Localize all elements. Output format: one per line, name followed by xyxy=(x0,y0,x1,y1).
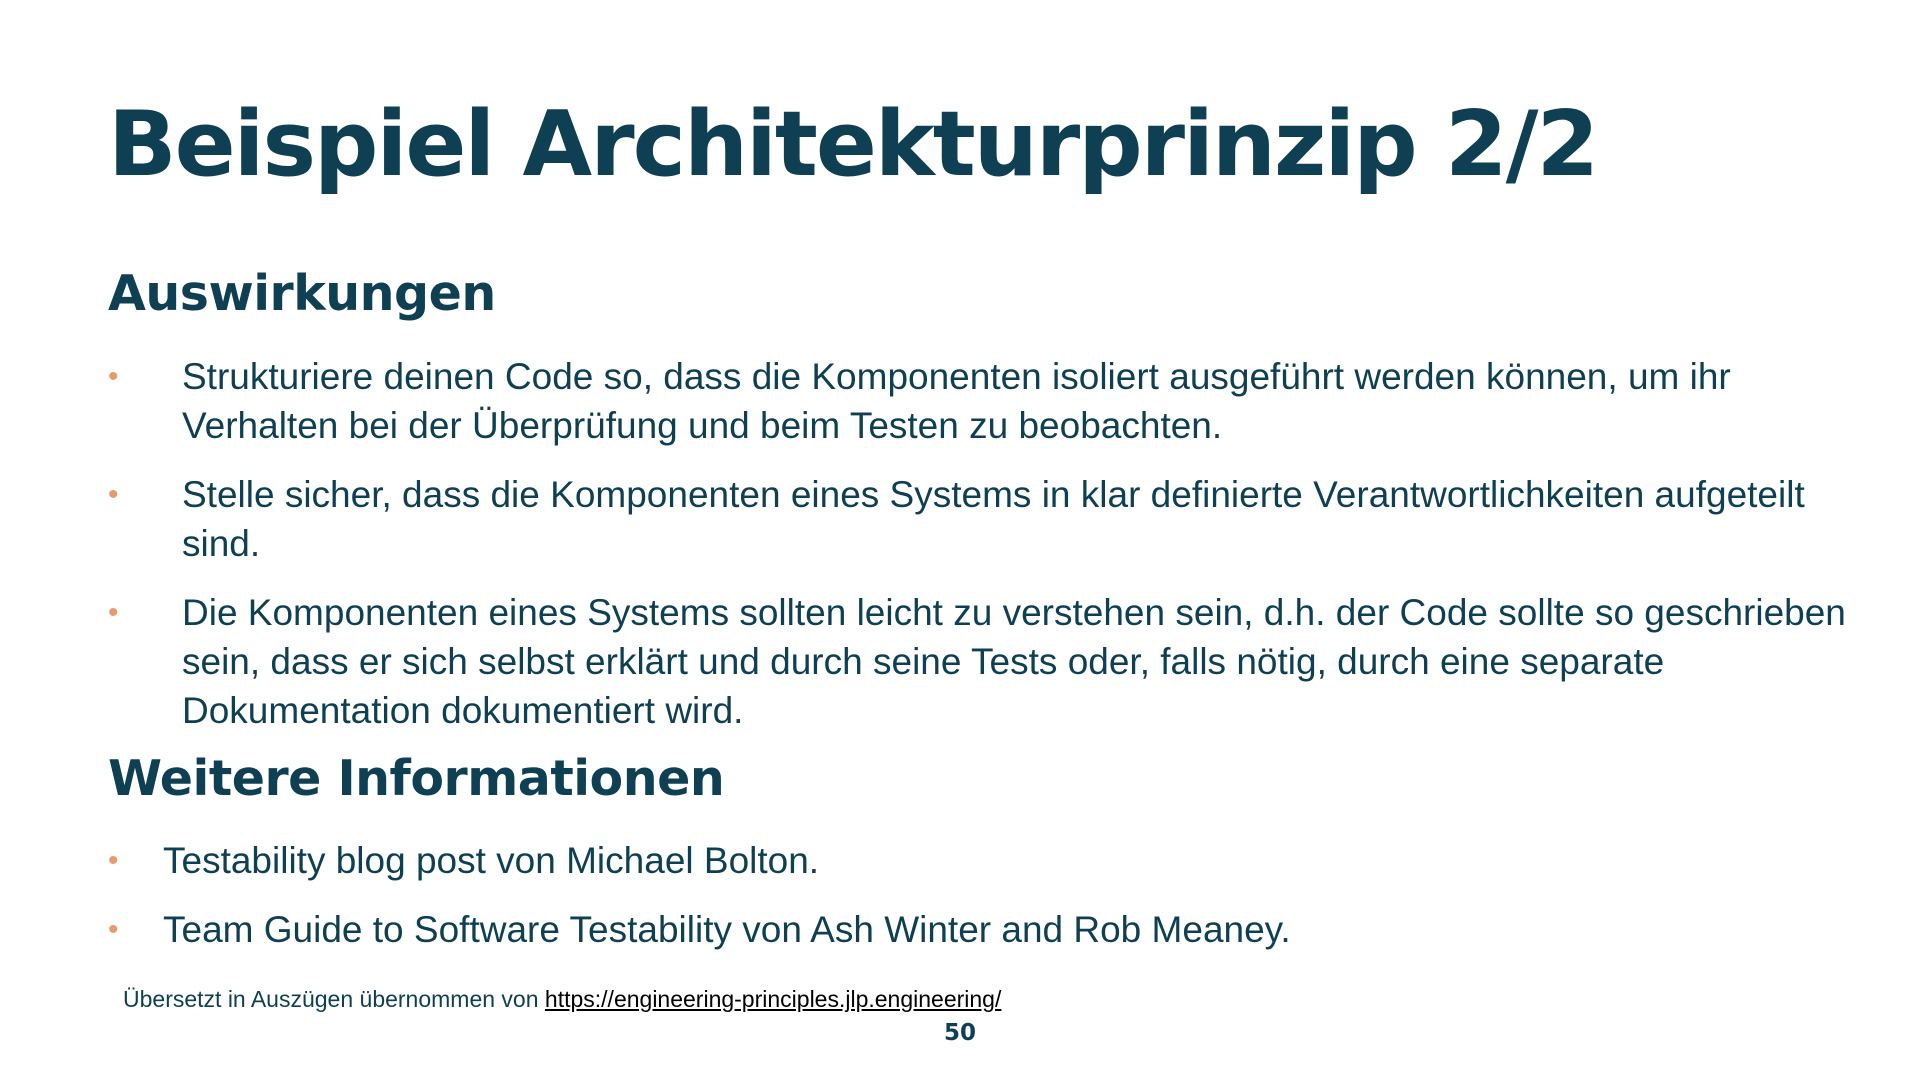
bullet-item xyxy=(108,836,1848,885)
bullet-text: Team Guide to Software Testability von Ash Winter and Rob Meaney. xyxy=(163,909,1291,950)
footer-prefix: Übersetzt in Auszügen übernommen von xyxy=(123,986,545,1012)
section-heading-weitere-informationen: Weitere Informationen xyxy=(108,750,725,807)
bullet-list-auswirkungen xyxy=(108,352,1848,755)
bullet-item xyxy=(108,352,1848,450)
bullet-dot-icon: • xyxy=(108,478,119,511)
bullet-item xyxy=(108,588,1848,735)
source-link[interactable]: https://engineering-principles.jlp.engineering/ xyxy=(544,986,1002,1012)
slide-title: Beispiel Architekturprinzip 2/2 xyxy=(108,92,1598,197)
bullet-text: Die Komponenten eines Systems sollten leicht zu verstehen sein, d.h. der Code sollte so geschrieben sein, dass er sich selbst erklärt und durch seine Tests oder, falls nötig, durch eine separate Dokumentation dokumentiert wird. xyxy=(182,592,1846,731)
bullet-dot-icon: • xyxy=(108,844,119,877)
bullet-text: Strukturiere deinen Code so, dass die Komponenten isoliert ausgeführt werden können, um ihr Verhalten bei der Überprüfung und beim Testen zu beobachten. xyxy=(182,356,1731,446)
section-heading-auswirkungen: Auswirkungen xyxy=(108,265,496,322)
bullet-item xyxy=(108,470,1848,568)
page-number: 50 xyxy=(943,1020,976,1046)
bullet-dot-icon: • xyxy=(108,360,119,393)
bullet-dot-icon: • xyxy=(108,596,119,629)
bullet-text: Stelle sicher, dass die Komponenten eines Systems in klar definierte Verantwortlichkeiten aufgeteilt sind. xyxy=(182,474,1805,564)
bullet-list-weitere-informationen xyxy=(108,836,1848,974)
footer-source-note xyxy=(123,986,1001,1013)
bullet-item xyxy=(108,905,1848,954)
bullet-text: Testability blog post von Michael Bolton. xyxy=(163,840,820,881)
bullet-dot-icon: • xyxy=(108,913,119,946)
